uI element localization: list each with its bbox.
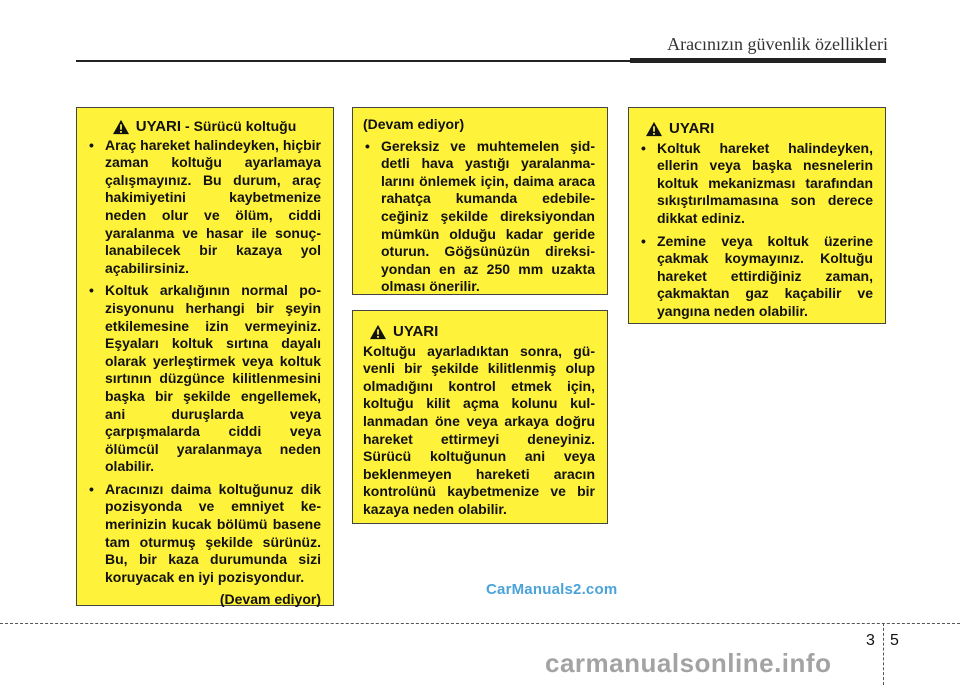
list-item: • Koltuk arkalığının normal pozisyonunu herhangi bir şeyin etkilemesine izin vermeyiniz. Eşyaları koltuk sırtına dayalı olarak yerleştirmek veya koltuk sırtının düzgünce kilitlenmesini başka bir şekilde engellemek, ani duruşlarda veya çarpışmalarda ciddi veya ölümcül yaralanmaya neden olabilir.: [87, 282, 321, 476]
warning-paragraph: Koltuğu ayarladıktan sonra, güvenli bir şekilde kilitlenmiş olup olmadığını kontrol etmek için, koltuğu kilit açma kolunu kullanmadan öne veya arkaya doğru hareket ettirmeyi deneyiniz. Sürücü koltuğunun ani veya beklenmeyen hareketi aracın kontrolünü kaybetmenize ve bir kazaya neden olabilir.: [363, 342, 595, 517]
list-item: • Gereksiz ve muhtemelen şiddetli hava yastığı yaralanmalarını önlemek için, daima araca rahatça kumanda edebileceğiniz şekilde direksiyondan mümkün olduğu kadar geride oturun. Göğsünüzün direksiyondan en az 250 mm uzakta olması önerilir.: [363, 138, 595, 296]
list-item: • Zemine veya koltuk üzerine çakmak koymayınız. Koltuğu hareket ettirdiğiniz zaman, çakmaktan gaz kaçabilir ve yangına neden olabilir.: [639, 233, 873, 321]
warning-list: [639, 140, 873, 321]
warning-title-text: UYARI: [135, 118, 182, 135]
warning-box-title: [363, 323, 595, 341]
list-item: • Koltuk hareket halindeyken, ellerin veya başka nesnelerin koltuk mekanizması tarafından sıkıştırılmamasına son derece dikkat ediniz.: [639, 140, 873, 228]
page-number: 5: [890, 632, 899, 649]
chapter-number: 3: [866, 632, 875, 649]
warning-box-title: [639, 120, 873, 138]
warning-triangle-icon: [369, 324, 387, 340]
continued-label: (Devam ediyor): [219, 591, 321, 608]
warning-box-title: [87, 118, 321, 136]
warning-triangle-icon: [112, 119, 130, 135]
warning-title-text: UYARI: [669, 120, 715, 137]
warning-triangle-icon: [645, 121, 663, 137]
list-item: • Araç hareket halindeyken, hiçbir zaman koltuğu ayarlamaya çalışmayınız. Bu durum, araç hakimiyetini kaybetmenize neden olur ve ölüm, ciddi yaralanma ve hasar ile sonuçlanabilecek bir kazaya yol açabilirsiniz.: [87, 137, 321, 278]
warning-title-text: UYARI: [393, 323, 439, 340]
warning-list: [87, 137, 321, 587]
warning-box-seat-mechanism: [628, 107, 886, 324]
warning-box-seat-lock: [352, 310, 608, 524]
warning-box-driver-seat: [76, 107, 334, 606]
continued-from-label: (Devam ediyor): [363, 116, 465, 132]
page-header-title: Aracınızın güvenlik özellikleri: [667, 34, 888, 54]
footer-dashed-rule: [0, 623, 960, 624]
warning-subtitle-text: - Sürücü koltuğu: [185, 118, 297, 134]
warning-list: [363, 138, 595, 296]
footer-site-link[interactable]: carmanualsonline.info: [545, 648, 832, 678]
list-item: • Aracınızı daima koltuğunuz dik pozisyonda ve emniyet kemerinizin kucak bölümü basene tam oturmuş şekilde sürünüz. Bu, bir kaza durumunda sizi koruyacak en iyi pozisyondur.: [87, 481, 321, 587]
warning-box-continued: [352, 107, 608, 295]
page-number-divider: [883, 623, 884, 685]
header-rule-accent: [630, 58, 886, 63]
watermark-link[interactable]: CarManuals2.com: [486, 581, 618, 598]
